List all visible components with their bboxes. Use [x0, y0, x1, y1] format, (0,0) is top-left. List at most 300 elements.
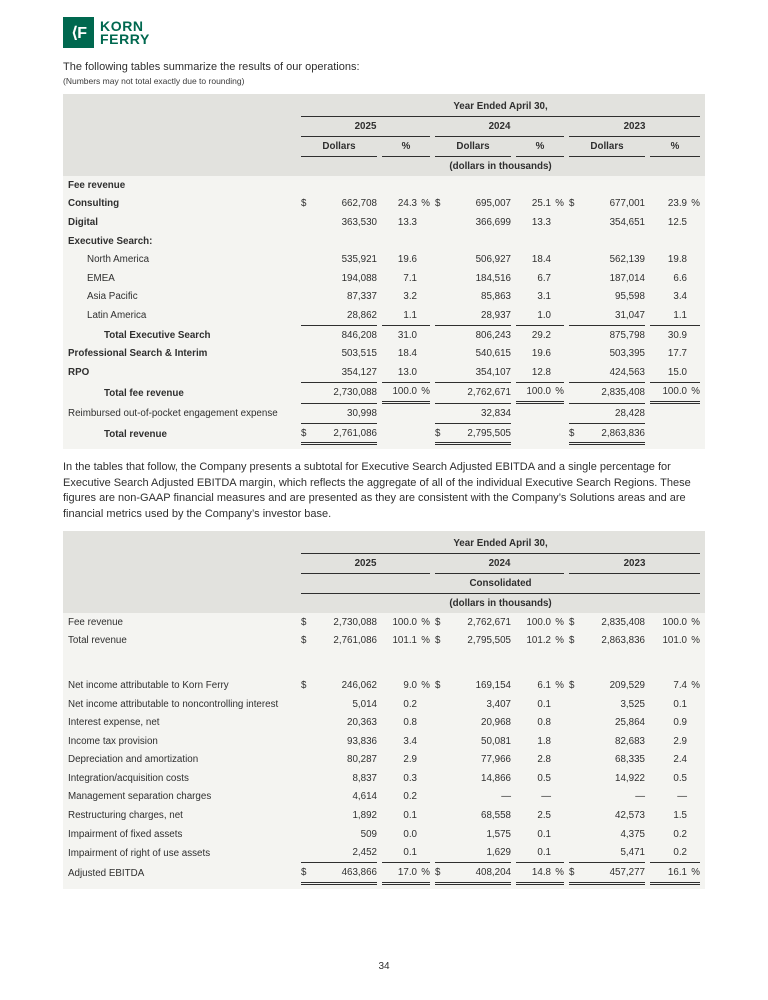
percent-cell [650, 213, 700, 232]
dollars-cell [301, 383, 377, 405]
percent-cell [650, 695, 700, 714]
percent-cell [650, 288, 700, 307]
dollar-value: 2,762,671 [467, 616, 511, 628]
percent-value: 24.3 [397, 198, 417, 210]
percent-value: 0.3 [403, 772, 417, 784]
percent-cell [382, 788, 430, 807]
dollars-cell [301, 632, 377, 651]
dollars-cell [301, 250, 377, 269]
percent-value: 101.0 [662, 635, 687, 647]
dollar-value: 366,699 [475, 216, 511, 228]
dollar-value: 408,204 [475, 866, 511, 878]
percent-value: 16.1 [667, 866, 687, 878]
dollar-value: 354,127 [341, 366, 377, 378]
dollar-value: 2,730,088 [333, 616, 377, 628]
percent-value: 3.1 [537, 291, 551, 303]
percent-value: 13.3 [397, 216, 417, 228]
dollars-cell [569, 232, 645, 251]
row-label: Total revenue [68, 635, 127, 647]
dollars-cell [301, 825, 377, 844]
percent-cell [516, 213, 564, 232]
row-label: Total revenue [104, 429, 167, 441]
dollar-value: 3,525 [620, 698, 645, 710]
currency-symbol: $ [435, 427, 441, 439]
percent-column-header: % [650, 137, 700, 157]
dollars-cell [569, 806, 645, 825]
percent-cell [382, 383, 430, 405]
period-title-row [68, 534, 700, 554]
row-label: Adjusted EBITDA [68, 868, 145, 880]
table-row [68, 344, 700, 363]
ebitda-table [63, 613, 705, 885]
percent-cell [650, 326, 700, 345]
dollars-cell [301, 732, 377, 751]
percent-value: — [677, 791, 687, 803]
percent-cell [382, 306, 430, 326]
percent-value: 0.8 [403, 717, 417, 729]
percent-sign: % [555, 616, 564, 628]
dollar-value: 2,863,836 [601, 427, 645, 439]
dollar-value: 25,864 [615, 717, 645, 729]
dollars-cell [435, 650, 511, 676]
rounding-note: (Numbers may not total exactly due to rounding) [63, 76, 245, 86]
dollar-value: 95,598 [615, 291, 645, 303]
percent-cell [516, 843, 564, 863]
percent-sign: % [555, 635, 564, 647]
table-row [68, 769, 700, 788]
dollars-cell [569, 404, 645, 424]
dollars-cell [569, 213, 645, 232]
currency-symbol: $ [569, 679, 575, 691]
dollars-cell [569, 250, 645, 269]
percent-cell [516, 825, 564, 844]
dollars-cell [569, 383, 645, 405]
dollar-value: 20,968 [481, 717, 511, 729]
percent-cell [516, 250, 564, 269]
dollar-value: 5,014 [352, 698, 377, 710]
row-label: Net income attributable to Korn Ferry [68, 679, 229, 691]
dollars-cell [435, 232, 511, 251]
dollar-value: 457,277 [609, 866, 645, 878]
table-row [68, 288, 700, 307]
dollars-cell [301, 751, 377, 770]
percent-cell [650, 269, 700, 288]
dollar-value: 28,428 [615, 407, 645, 419]
percent-value: 13.0 [397, 366, 417, 378]
table-row [68, 232, 700, 251]
dollar-value: 424,563 [609, 366, 645, 378]
table-row [68, 250, 700, 269]
row-label: Depreciation and amortization [68, 754, 199, 766]
percent-value: 0.5 [537, 772, 551, 784]
table-row [68, 213, 700, 232]
intro-text: The following tables summarize the results of our operations: [63, 61, 360, 73]
dollar-value: — [501, 791, 511, 803]
row-label: Reimbursed out-of-pocket engagement expense [68, 408, 278, 420]
dollars-cell [301, 363, 377, 383]
dollar-value: 68,558 [481, 810, 511, 822]
korn-ferry-wordmark [100, 17, 150, 47]
currency-symbol: $ [435, 866, 441, 878]
year-header-2024: 2024 [435, 554, 564, 574]
percent-cell [650, 250, 700, 269]
dollars-cell [301, 769, 377, 788]
percent-cell [650, 176, 700, 195]
dollar-value: 42,573 [615, 810, 645, 822]
percent-cell [382, 424, 430, 446]
dollars-cell [569, 676, 645, 695]
percent-cell [516, 195, 564, 214]
percent-sign: % [421, 386, 430, 398]
period-title: Year Ended April 30, [301, 97, 700, 117]
percent-value: 2.4 [673, 754, 687, 766]
percent-cell [382, 843, 430, 863]
percent-value: 0.1 [673, 698, 687, 710]
table-row [68, 383, 700, 405]
dollar-value: 662,708 [341, 198, 377, 210]
row-label: Professional Search & Interim [68, 348, 208, 360]
percent-cell [650, 613, 700, 632]
currency-symbol: $ [435, 198, 441, 210]
dollars-cell [435, 751, 511, 770]
dollar-value: 85,863 [481, 291, 511, 303]
dollar-value: 1,892 [352, 810, 377, 822]
percent-value: 23.9 [667, 198, 687, 210]
percent-cell [650, 344, 700, 363]
dollars-cell [301, 713, 377, 732]
percent-cell [382, 676, 430, 695]
dollars-cell [435, 676, 511, 695]
dollar-value: 31,047 [615, 309, 645, 321]
dollars-cell [435, 769, 511, 788]
year-header-2025: 2025 [301, 554, 430, 574]
ebitda-table-header [63, 531, 705, 613]
table-row [68, 788, 700, 807]
percent-column-header: % [382, 137, 430, 157]
percent-cell [382, 404, 430, 424]
percent-value: 2.8 [537, 754, 551, 766]
percent-cell [382, 232, 430, 251]
percent-value: 18.4 [397, 348, 417, 360]
percent-value: 100.0 [662, 386, 687, 398]
percent-sign: % [691, 866, 700, 878]
percent-cell [516, 404, 564, 424]
currency-symbol: $ [569, 198, 575, 210]
dollars-cell [435, 863, 511, 885]
currency-symbol: $ [435, 679, 441, 691]
dollars-cell [569, 288, 645, 307]
dollars-cell [569, 769, 645, 788]
dollar-value: 2,761,086 [333, 427, 377, 439]
korn-ferry-logo [63, 17, 705, 48]
operations-table-header [63, 94, 705, 176]
percent-cell [516, 363, 564, 383]
percent-value: 1.1 [673, 309, 687, 321]
percent-value: 19.8 [667, 254, 687, 266]
year-header-row [68, 554, 700, 574]
row-label: RPO [68, 367, 90, 379]
percent-cell [382, 288, 430, 307]
dollars-cell [569, 732, 645, 751]
percent-value: 0.2 [403, 698, 417, 710]
percent-value: 17.7 [667, 348, 687, 360]
percent-value: 29.2 [531, 329, 551, 341]
row-label: Net income attributable to noncontrolling interest [68, 698, 279, 710]
dollar-value: 8,837 [352, 772, 377, 784]
dollars-cell [435, 713, 511, 732]
percent-value: 3.2 [403, 291, 417, 303]
column-header-row [68, 137, 700, 157]
dollars-cell [569, 176, 645, 195]
percent-value: 2.9 [673, 735, 687, 747]
percent-value: 12.8 [531, 366, 551, 378]
ebitda-table-body [63, 613, 705, 889]
percent-value: 17.0 [397, 866, 417, 878]
row-label: Interest expense, net [68, 717, 160, 729]
percent-cell [516, 424, 564, 446]
percent-cell [650, 751, 700, 770]
percent-cell [650, 363, 700, 383]
percent-cell [382, 713, 430, 732]
percent-value: 6.6 [673, 272, 687, 284]
dollars-cell [435, 326, 511, 345]
currency-symbol: $ [301, 635, 307, 647]
row-label: Executive Search: [68, 235, 153, 247]
percent-cell [516, 632, 564, 651]
table-row [68, 751, 700, 770]
dollar-value: 14,922 [615, 772, 645, 784]
dollars-cell [569, 344, 645, 363]
percent-sign: % [555, 866, 564, 878]
percent-column-header: % [516, 137, 564, 157]
percent-value: 0.1 [537, 698, 551, 710]
percent-cell [650, 383, 700, 405]
percent-value: 0.8 [537, 717, 551, 729]
dollar-value: 169,154 [475, 679, 511, 691]
percent-cell [516, 269, 564, 288]
dollar-value: 2,762,671 [467, 387, 511, 399]
percent-value: 1.1 [403, 309, 417, 321]
row-label: Impairment of right of use assets [68, 847, 211, 859]
dollars-cell [435, 613, 511, 632]
table-row [68, 650, 700, 676]
dollar-value: 2,835,408 [601, 387, 645, 399]
percent-cell [516, 306, 564, 326]
percent-cell [382, 863, 430, 885]
percent-value: 2.5 [537, 810, 551, 822]
percent-cell [516, 232, 564, 251]
currency-symbol: $ [301, 427, 307, 439]
percent-value: 13.3 [531, 216, 551, 228]
dollar-value: 2,795,505 [467, 427, 511, 439]
dollars-cell [435, 788, 511, 807]
percent-value: 100.0 [662, 616, 687, 628]
consolidated-row [68, 574, 700, 594]
percent-value: 25.1 [531, 198, 551, 210]
percent-cell [382, 732, 430, 751]
row-label: Fee revenue [68, 179, 126, 191]
percent-cell [650, 788, 700, 807]
percent-cell [650, 195, 700, 214]
row-label: EMEA [87, 272, 115, 284]
percent-cell [382, 613, 430, 632]
dollars-cell [569, 863, 645, 885]
percent-sign: % [691, 635, 700, 647]
percent-cell [382, 695, 430, 714]
dollars-cell [569, 195, 645, 214]
operations-table [63, 176, 705, 445]
wordmark-line1: KORN [100, 17, 144, 34]
currency-symbol: $ [569, 635, 575, 647]
dollars-cell [569, 825, 645, 844]
percent-cell [650, 732, 700, 751]
percent-cell [516, 613, 564, 632]
table-row [68, 676, 700, 695]
dollar-value: 246,062 [341, 679, 377, 691]
dollar-value: 2,452 [352, 847, 377, 859]
dollar-value: 80,287 [347, 754, 377, 766]
percent-cell [650, 404, 700, 424]
percent-value: 0.5 [673, 772, 687, 784]
dollar-value: 28,862 [347, 309, 377, 321]
consolidated-label: Consolidated [301, 574, 700, 594]
percent-sign: % [555, 679, 564, 691]
ebitda-explanation-paragraph: In the tables that follow, the Company presents a subtotal for Executive Search Adjusted EBITDA and a single percentage for Executive Search Adjusted EBITDA margin, which reflects the aggregate of all of the individual Executive Search Regions. These figures are non-GAAP financial measures and are presented as they are consistent with the Company’s Solutions areas and are financial metrics used by the Company’s investor base. [63, 461, 691, 520]
period-title-row [68, 97, 700, 117]
dollar-value: 187,014 [609, 272, 645, 284]
percent-sign: % [421, 616, 430, 628]
ebitda-table-header-grid [63, 534, 705, 613]
percent-value: 0.9 [673, 717, 687, 729]
percent-cell [650, 232, 700, 251]
dollars-cell [301, 863, 377, 885]
dollar-value: 32,834 [481, 407, 511, 419]
percent-cell [516, 695, 564, 714]
table-row [68, 695, 700, 714]
percent-value: 19.6 [397, 254, 417, 266]
dollars-cell [569, 751, 645, 770]
dollars-cell [569, 713, 645, 732]
percent-sign: % [421, 866, 430, 878]
percent-cell [650, 806, 700, 825]
dollars-cell [435, 176, 511, 195]
percent-sign: % [421, 635, 430, 647]
percent-value: 2.9 [403, 754, 417, 766]
percent-cell [382, 195, 430, 214]
percent-sign: % [691, 198, 700, 210]
percent-sign: % [691, 679, 700, 691]
currency-symbol: $ [569, 866, 575, 878]
percent-value: 100.0 [526, 386, 551, 398]
dollar-value: 1,629 [486, 847, 511, 859]
dollars-cell [435, 288, 511, 307]
percent-value: 30.9 [667, 329, 687, 341]
percent-value: 101.1 [392, 635, 417, 647]
table-row [68, 306, 700, 326]
dollars-cell [435, 269, 511, 288]
dollars-cell [301, 176, 377, 195]
table-row [68, 176, 700, 195]
percent-value: 0.2 [673, 847, 687, 859]
row-label: Income tax provision [68, 735, 158, 747]
dollar-value: 354,107 [475, 366, 511, 378]
dollars-cell [301, 288, 377, 307]
percent-cell [382, 363, 430, 383]
table-row [68, 632, 700, 651]
dollar-value: — [635, 791, 645, 803]
dollars-cell [435, 383, 511, 405]
percent-value: 0.1 [403, 847, 417, 859]
dollars-cell [569, 306, 645, 326]
dollars-cell [435, 632, 511, 651]
percent-cell [516, 732, 564, 751]
operations-table-header-grid [63, 97, 705, 176]
units-row [68, 157, 700, 176]
dollars-cell [569, 843, 645, 863]
row-label: Integration/acquisition costs [68, 772, 189, 784]
year-header-2024: 2024 [435, 117, 564, 137]
dollars-cell [569, 695, 645, 714]
percent-sign: % [555, 386, 564, 398]
dollars-cell [301, 213, 377, 232]
percent-cell [516, 863, 564, 885]
dollar-value: 82,683 [615, 735, 645, 747]
dollar-value: 87,337 [347, 291, 377, 303]
dollars-cell [435, 825, 511, 844]
dollar-value: 506,927 [475, 254, 511, 266]
dollars-cell [435, 306, 511, 326]
percent-cell [516, 176, 564, 195]
dollar-value: 209,529 [609, 679, 645, 691]
percent-cell [382, 344, 430, 363]
dollars-cell [301, 613, 377, 632]
dollars-cell [301, 650, 377, 676]
dollar-value: 2,835,408 [601, 616, 645, 628]
percent-cell [516, 344, 564, 363]
percent-sign: % [691, 616, 700, 628]
units-note: (dollars in thousands) [449, 161, 552, 172]
dollar-value: 30,998 [347, 407, 377, 419]
dollar-value: 1,575 [486, 828, 511, 840]
dollars-cell [301, 232, 377, 251]
table-row [68, 843, 700, 863]
dollars-cell [301, 788, 377, 807]
dollar-value: 677,001 [609, 198, 645, 210]
percent-value: 3.4 [403, 735, 417, 747]
percent-value: 0.1 [537, 828, 551, 840]
currency-symbol: $ [569, 616, 575, 628]
percent-value: 19.6 [531, 348, 551, 360]
percent-value: 0.0 [403, 828, 417, 840]
dollar-value: 695,007 [475, 198, 511, 210]
dollar-value: 509 [360, 828, 377, 840]
dollar-value: 68,335 [615, 754, 645, 766]
dollars-cell [435, 344, 511, 363]
percent-cell [516, 713, 564, 732]
dollar-value: 2,730,088 [333, 387, 377, 399]
percent-value: 0.1 [403, 810, 417, 822]
percent-cell [516, 751, 564, 770]
year-header-2025: 2025 [301, 117, 430, 137]
percent-cell [516, 769, 564, 788]
row-label: Digital [68, 216, 98, 228]
percent-cell [382, 326, 430, 345]
row-label: Impairment of fixed assets [68, 828, 183, 840]
table-row [68, 269, 700, 288]
percent-cell [650, 676, 700, 695]
dollars-cell [435, 695, 511, 714]
percent-value: 0.2 [673, 828, 687, 840]
